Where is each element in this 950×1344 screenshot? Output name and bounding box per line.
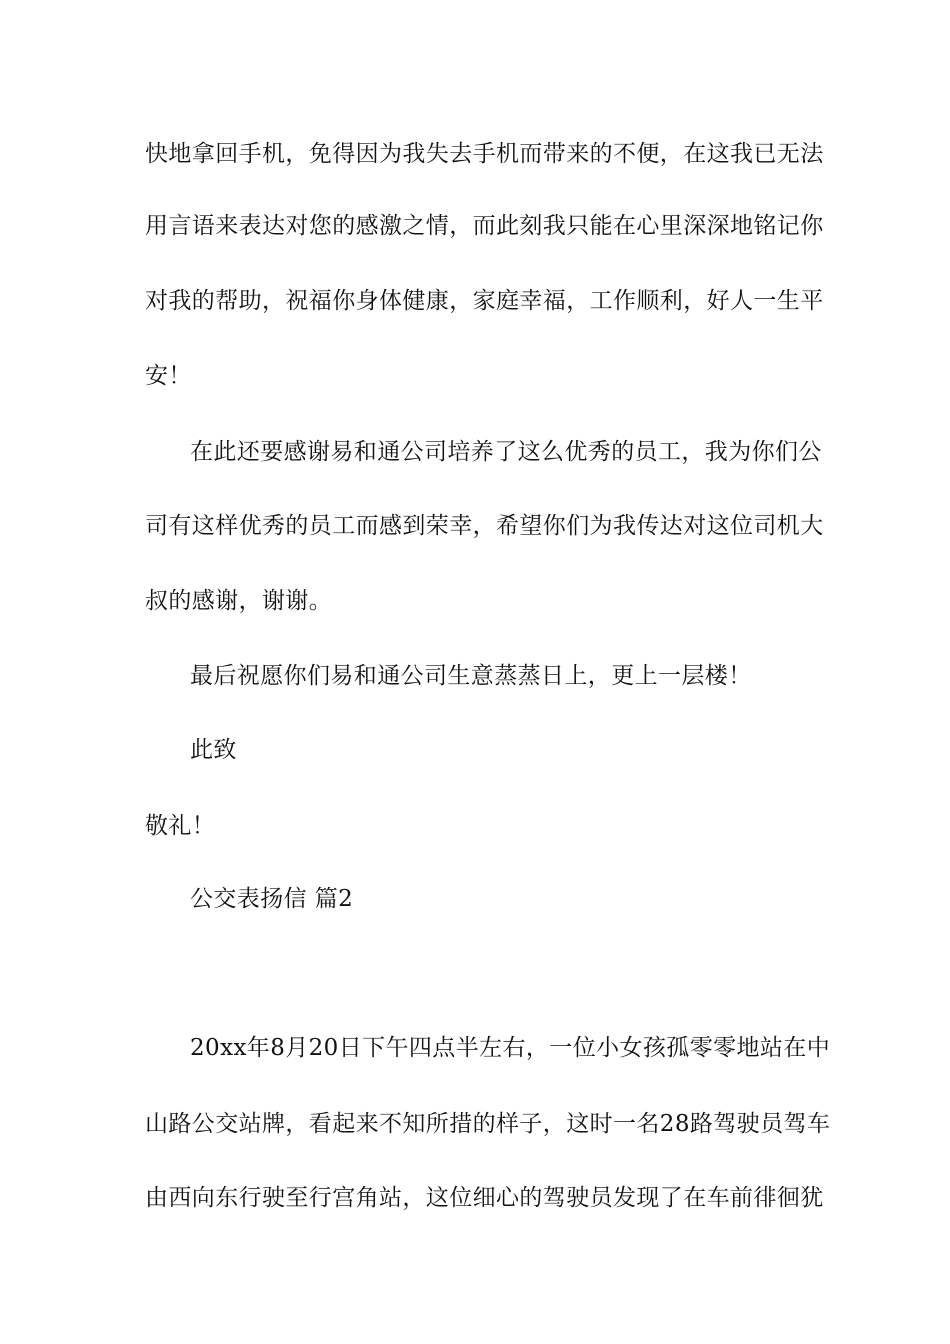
salutation-line: 此致 [190, 737, 237, 763]
paragraph-line: 20xx年8月20日下午四点半左右，一位小女孩孤零零地站在中 [190, 1035, 831, 1061]
paragraph-line: 用言语来表达对您的感激之情，而此刻我只能在心里深深地铭记你 [145, 213, 824, 239]
paragraph-line: 司有这样优秀的员工而感到荣幸，希望你们为我传达对这位司机大 [145, 513, 824, 539]
paragraph-line: 由西向东行驶至行宫角站，这位细心的驾驶员发现了在车前徘徊犹 [145, 1185, 824, 1211]
paragraph-line: 叔的感谢，谢谢。 [145, 588, 333, 614]
paragraph-line: 安！ [145, 363, 192, 389]
paragraph-line: 对我的帮助，祝福你身体健康，家庭幸福，工作顺利，好人一生平 [145, 288, 824, 314]
closing-wish: 最后祝愿你们易和通公司生意蒸蒸日上，更上一层楼！ [190, 663, 752, 689]
paragraph-line: 山路公交站牌，看起来不知所措的样子，这时一名28路驾驶员驾车 [145, 1111, 831, 1137]
paragraph-line: 快地拿回手机，免得因为我失去手机而带来的不便，在这我已无法 [145, 141, 824, 167]
section-title: 公交表扬信 篇2 [190, 886, 354, 912]
salutation-end: 敬礼！ [145, 813, 216, 839]
paragraph-line: 在此还要感谢易和通公司培养了这么优秀的员工，我为你们公 [190, 439, 822, 465]
